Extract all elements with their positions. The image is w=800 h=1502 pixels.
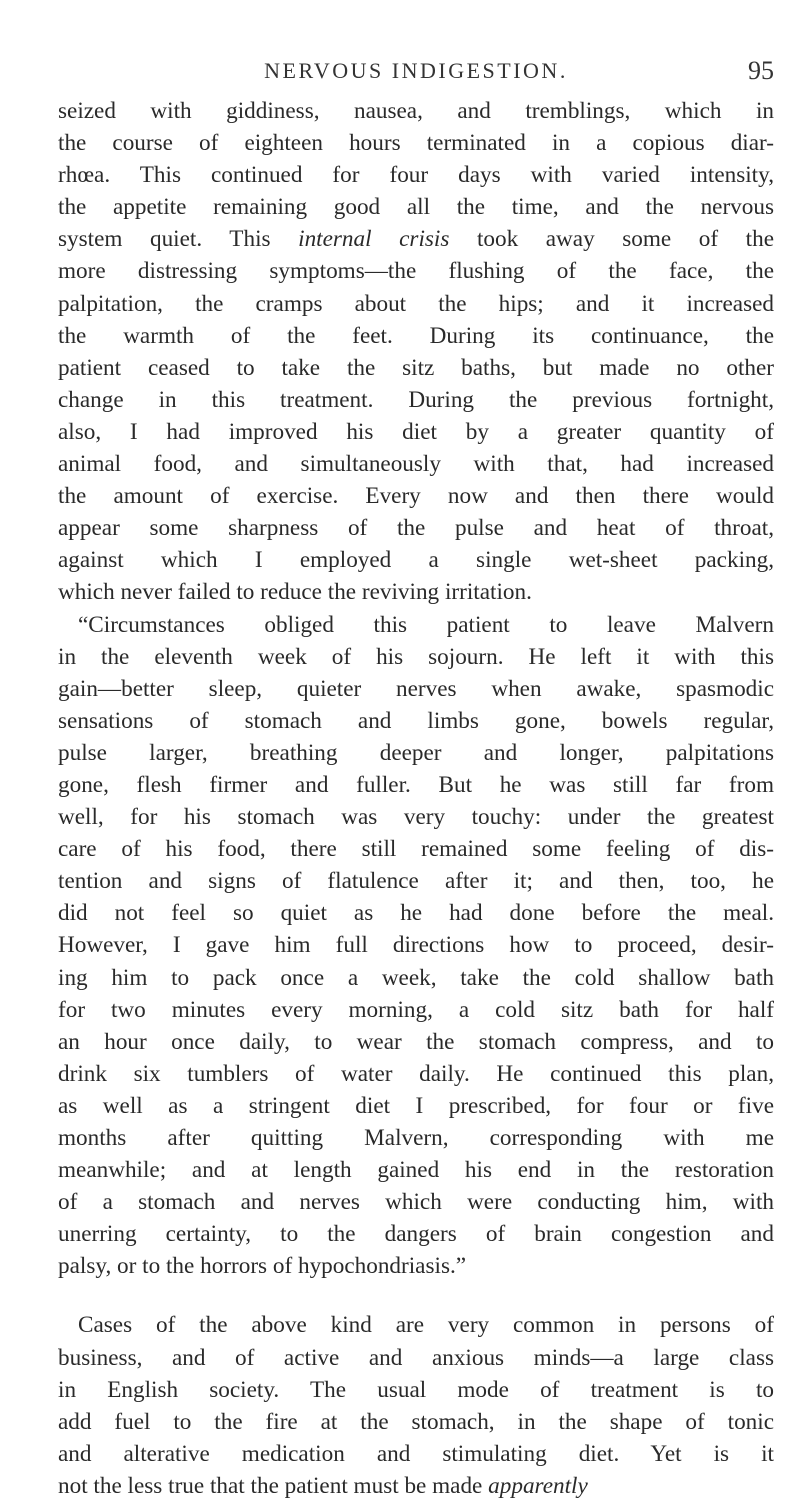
text-line: did not feel so quiet as he had done before the meal. — [58, 900, 774, 927]
paragraph-1 — [58, 95, 774, 609]
text-line: palsy, or to the horrors of hypochondriasis.” — [58, 1253, 467, 1280]
text-line: for two minutes every morning, a cold sitz bath for half — [58, 996, 774, 1023]
text-line: ing him to pack once a week, take the cold shallow bath — [58, 964, 774, 991]
text-line: business, and of active and anxious minds—a large class — [58, 1344, 774, 1371]
text-line: pulse larger, breathing deeper and longer, palpitations — [58, 739, 774, 766]
text-line: also, I had improved his diet by a greater quantity of — [58, 418, 774, 445]
text-line: drink six tumblers of water daily. He continued this plan, — [58, 1060, 774, 1087]
text-line: as well as a stringent diet I prescribed, for four or five — [58, 1092, 774, 1119]
paragraph-gap — [58, 1282, 774, 1309]
text-line: However, I gave him full directions how to proceed, desir- — [58, 932, 774, 959]
paragraph-3 — [58, 1309, 774, 1502]
text-line: meanwhile; and at length gained his end in the restoration — [58, 1157, 774, 1184]
italic-text: apparently — [488, 1472, 588, 1499]
text-line: gone, flesh firmer and fuller. But he was still far from — [58, 771, 774, 798]
paragraph-2 — [58, 609, 774, 1283]
text-line: palpitation, the cramps about the hips; and it increased — [58, 290, 774, 317]
text-line: more distressing symptoms—the flushing of the face, the — [58, 258, 774, 285]
text-line: not the less true that the patient must be made apparently — [58, 1472, 588, 1499]
page-number: 95 — [748, 56, 774, 85]
text-line: “Circumstances obliged this patient to leave Malvern — [78, 611, 774, 638]
text-line: sensations of stomach and limbs gone, bowels regular, — [58, 707, 774, 734]
text-line: patient ceased to take the sitz baths, but made no other — [58, 354, 774, 381]
text-line: change in this treatment. During the previous fortnight, — [58, 386, 774, 413]
text-line: an hour once daily, to wear the stomach compress, and to — [58, 1028, 774, 1055]
text-line: and alterative medication and stimulating diet. Yet is it — [58, 1440, 774, 1467]
text-line: the amount of exercise. Every now and then there would — [58, 483, 774, 510]
text-line: against which I employed a single wet-sheet packing, — [58, 547, 774, 574]
running-head: NERVOUS INDIGESTION. — [264, 58, 568, 83]
text-line: the appetite remaining good all the time, and the nervous — [58, 194, 774, 221]
text-line: tention and signs of flatulence after it; and then, too, he — [58, 868, 774, 895]
text-line: in the eleventh week of his sojourn. He left it with this — [58, 643, 774, 670]
text-line: well, for his stomach was very touchy: under the greatest — [58, 804, 774, 831]
text-line: the course of eighteen hours terminated in a copious diar- — [58, 130, 774, 157]
text-line: the warmth of the feet. During its continuance, the — [58, 322, 774, 349]
text-line: of a stomach and nerves which were conducting him, with — [58, 1189, 774, 1216]
text-line: rhœa. This continued for four days with varied intensity, — [58, 162, 774, 189]
text-line: care of his food, there still remained some feeling of dis- — [58, 836, 774, 863]
body-text — [58, 95, 774, 1502]
text-line: which never failed to reduce the reviving irritation. — [58, 579, 532, 606]
text-line: appear some sharpness of the pulse and heat of throat, — [58, 515, 774, 542]
text-line: system quiet. This internal crisis took away some of the — [58, 226, 774, 253]
text-line: add fuel to the fire at the stomach, in the shape of tonic — [58, 1408, 774, 1435]
text-line: animal food, and simultaneously with that, had increased — [58, 451, 774, 478]
text-line: seized with giddiness, nausea, and tremblings, which in — [58, 98, 774, 124]
italic-text: internal crisis — [298, 226, 450, 253]
text-line: Cases of the above kind are very common in persons of — [78, 1312, 774, 1339]
text-line: months after quitting Malvern, corresponding with me — [58, 1125, 774, 1151]
page-header — [58, 58, 774, 94]
text-line: unerring certainty, to the dangers of brain congestion and — [58, 1221, 774, 1248]
text-line: gain—better sleep, quieter nerves when awake, spasmodic — [58, 675, 774, 702]
text-line: in English society. The usual mode of treatment is to — [58, 1376, 774, 1403]
